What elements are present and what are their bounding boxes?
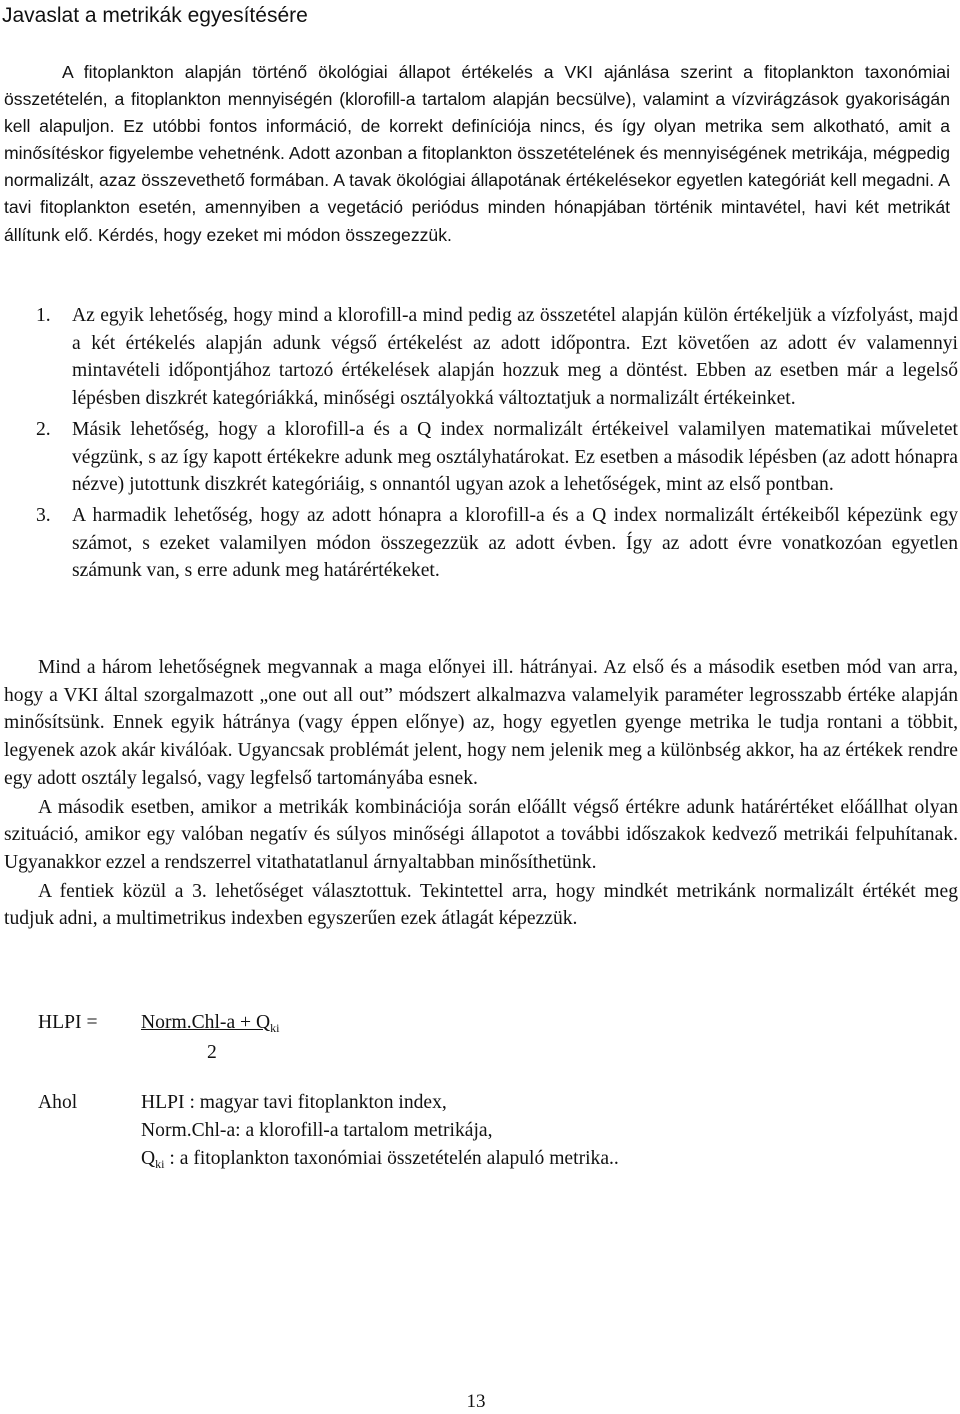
definition-subscript: ki xyxy=(155,1157,165,1171)
definition-text: : a fitoplankton taxonómiai összetételén alapuló metrika.. xyxy=(164,1148,619,1169)
options-list xyxy=(36,302,958,588)
page-number: 13 xyxy=(466,1391,486,1412)
list-number: 3. xyxy=(36,504,51,526)
paragraph: A fentiek közül a 3. lehetőséget választottuk. Tekintettel arra, hogy mindkét metrikánk normalizált értékét meg tudjuk adni, a multimetrikus indexben egyszerűen ezek átlagát képezzük. xyxy=(4,880,958,930)
list-item-text: A harmadik lehetőség, hogy az adott hónapra a klorofill-a és a Q index normalizált értékeiből képezünk egy számot, s ezeket valamilyen módon összegezzük az adott évben. Így az adott évre vonatkozóan egyetlen számunk van, s erre adunk meg határértékeket. xyxy=(72,504,958,582)
list-item xyxy=(36,416,958,499)
definition-item xyxy=(141,1145,619,1173)
formula-denominator: 2 xyxy=(207,1042,217,1063)
page-title: Javaslat a metrikák egyesítésére xyxy=(2,4,308,27)
paragraph: A második esetben, amikor a metrikák kombinációja során előállt végső értékre adunk határértéket előállhat olyan szituáció, amikor egy valóban negatív és súlyos minőségi állapotot a további időszakok kedvező metrikái felpuhítanak. Ugyanakkor ezzel a rendszerrel vitathatatlanul árnyaltabban minősíthetünk. xyxy=(4,796,958,873)
list-item-text: Másik lehetőség, hogy a klorofill-a és a Q index normalizált értékeivel valamilyen matematikai műveletet végzünk, s az így kapott értékekre adunk meg osztályhatárokat. Ez esetben a második lépésben (az adott hónapra nézve) jutottunk diszkrét kategóriáig, s onnantól ugyan azok a lehetőségek, mint az első pontban. xyxy=(72,418,958,496)
formula-fraction xyxy=(141,1009,280,1063)
definition-symbol: Q xyxy=(141,1148,156,1169)
list-item-text: Az egyik lehetőség, hogy mind a klorofill-a mind pedig az összetétel alapján külön értékeljük a vízfolyást, majd a két értékelés alapján adunk végső értékelést az adott időpontra. Ezt követően az adott év valamennyi mintavételi időpontjához tartozó értékelések alapján hozzuk meg a döntést. Ebben az esetben már a legelső lépésben diszkrét kategóriákká, minőségi osztályokká változtatjuk a normalizált értékeinket. xyxy=(72,305,958,410)
formula-numerator xyxy=(141,1012,279,1033)
definitions-label: Ahol xyxy=(38,1092,78,1113)
intro-text: A fitoplankton alapján történő ökológiai állapot értékelés a VKI ajánlása szerint a fitoplankton taxonómiai összetételén, a fitoplankton mennyiségén (klorofill-a tartalom alapján becsülve), valamint a vízvirágzások gyakoriságán kell alapuljon. Ez utóbbi fontos információ, de korrekt definíciója nincs, és így olyan metrika sem alkotható, amit a minősítéskor figyelembe vehetnénk. Adott azonban a fitoplankton összetételének és mennyiségének metrikája, mégpedig normalizált, azaz összevethető formában. A tavak ökológiai állapotának értékelésekor egyetlen kategóriát kell megadni. A tavi fitoplankton esetén, amennyiben a vegetáció periódus minden hónapjában történik mintavétel, havi két metrikát állítunk elő. Kérdés, hogy ezeket mi módon összegezzük. xyxy=(4,62,950,245)
list-item xyxy=(36,502,958,585)
numerator-text: Norm.Chl-a + Q xyxy=(141,1012,271,1033)
list-item xyxy=(36,302,958,413)
list-number: 1. xyxy=(36,305,51,326)
formula-lhs: HLPI = xyxy=(38,1012,98,1033)
paragraph: Mind a három lehetőségnek megvannak a maga előnyei ill. hátrányai. Az első és a második esetben mód van arra, hogy a VKI által szorgalmazott „one out all out” módszert alkalmazva valamelyik paraméter legrosszabb értéke alapján minősítsünk. Ennek egyik hátránya (vagy éppen előnye) az, hogy egyetlen gyenge metrika le tudja rontani a többit, legyenek azok akár kiválóak. Ugyancsak problémát jelent, hogy nem jelenik meg a különbség akkor, ha az értékek rendre egy adott osztály legalsó, vagy legfelső tartományába esnek. xyxy=(4,657,958,789)
list-number: 2. xyxy=(36,418,51,440)
definition-item: Norm.Chl-a: a klorofill-a tartalom metrikája, xyxy=(141,1120,493,1141)
intro-paragraph xyxy=(4,59,950,249)
discussion-section xyxy=(4,654,958,934)
definition-item: HLPI : magyar tavi fitoplankton index, xyxy=(141,1092,447,1113)
numerator-subscript: ki xyxy=(270,1021,280,1035)
definitions-list xyxy=(141,1089,619,1173)
